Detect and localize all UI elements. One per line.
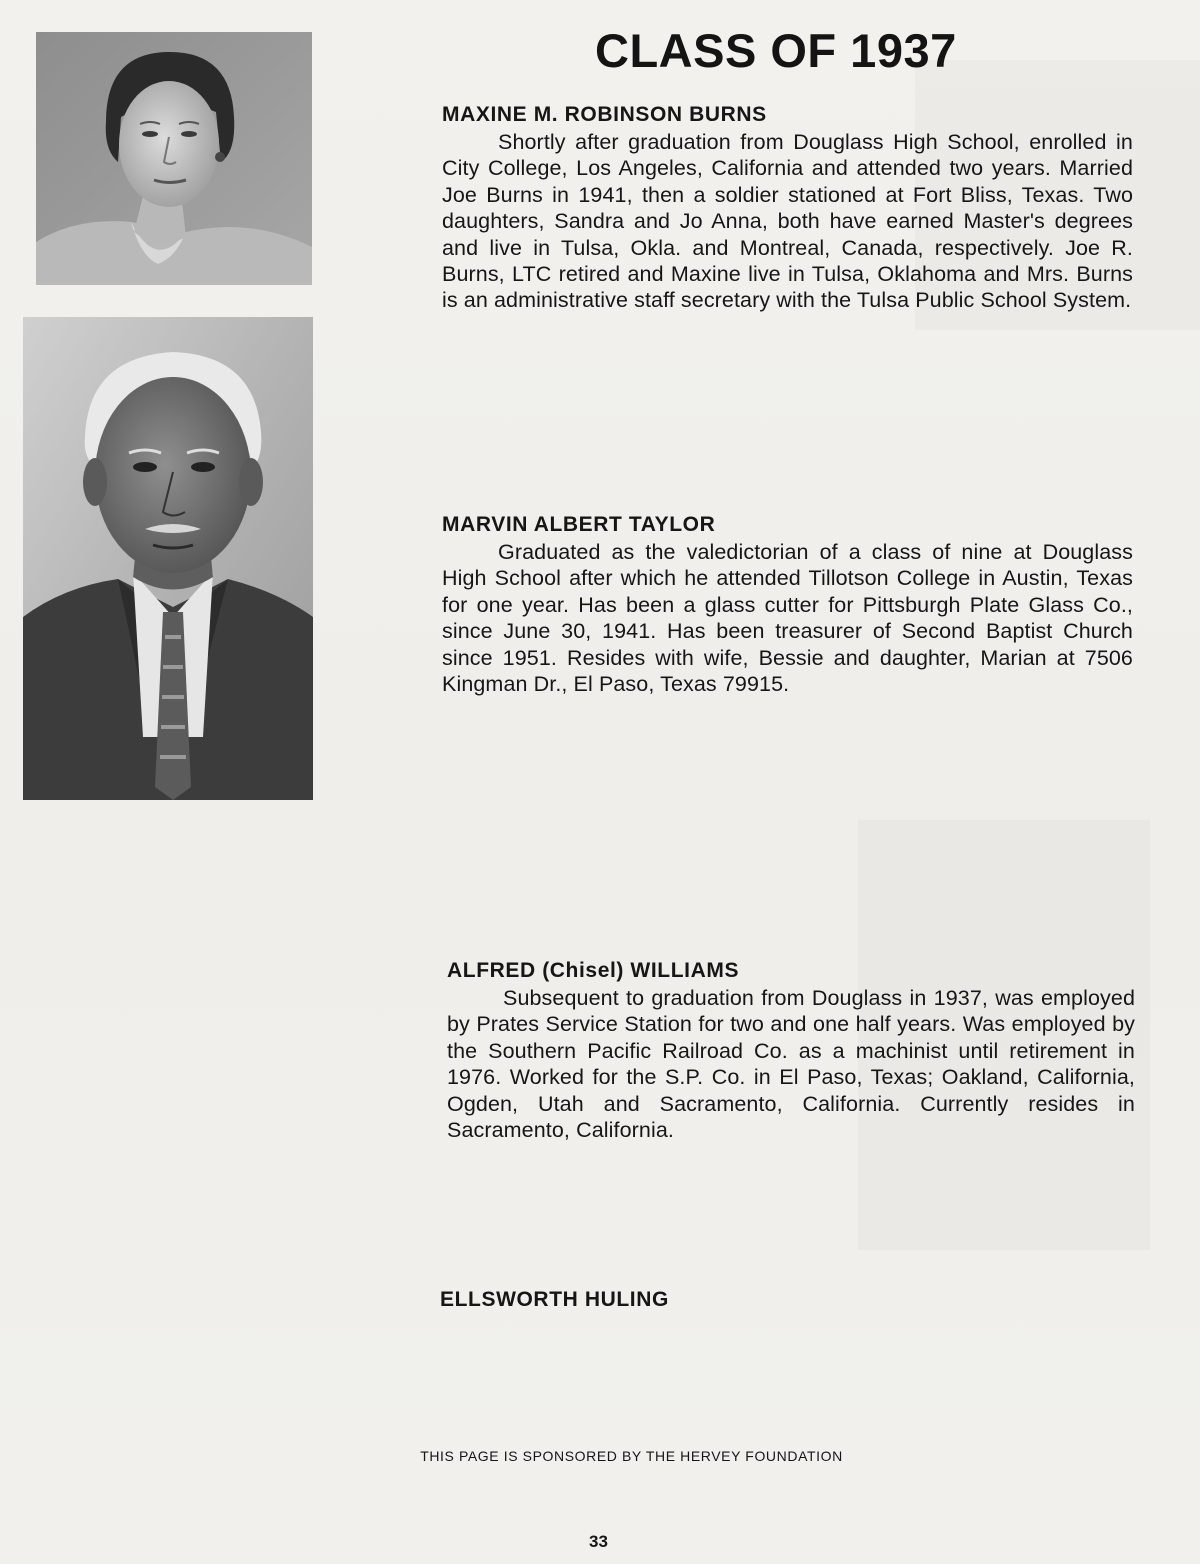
alumni-name: MARVIN ALBERT TAYLOR [442,513,716,536]
sponsor-note: THIS PAGE IS SPONSORED BY THE HERVEY FOUNDATION [420,1448,843,1464]
page-title: CLASS OF 1937 [595,24,957,77]
alumni-entry [442,511,1133,697]
alumni-entry [440,1286,940,1314]
alumni-bio: Shortly after graduation from Douglass High School, enrolled in City College, Los Angeles, California and attended two years. Married Joe Burns in 1941, then a soldier stationed at Fort Bliss, Texas. Two daughters, Sandra and Jo Anna, both have earned Master's degrees and live in Tulsa, Okla. and Montreal, Canada, respectively. Joe R. Burns, LTC retired and Maxine live in Tulsa, Oklahoma and Mrs. Burns is an administrative staff secretary with the Tulsa Public School System. [442,130,1133,313]
alumni-entry [442,101,1133,314]
alumni-entry [447,957,1135,1143]
page-number: 33 [589,1532,608,1551]
portrait-woman-photo [36,32,312,285]
alumni-name: ALFRED (Chisel) WILLIAMS [447,959,740,982]
portrait-man-photo [23,317,313,800]
alumni-bio: Subsequent to graduation from Douglass in 1937, was employed by Prates Service Station for two and one half years. Was employed by the Southern Pacific Railroad Co. as a machinist until retirement in 1976. Worked for the S.P. Co. in El Paso, Texas; Oakland, California, Ogden, Utah and Sacramento, California. Currently resides in Sacramento, California. [447,986,1135,1143]
alumni-name: ELLSWORTH HULING [440,1288,669,1311]
alumni-name: MAXINE M. ROBINSON BURNS [442,103,767,126]
alumni-bio: Graduated as the valedictorian of a class of nine at Douglass High School after which he attended Tillotson College in Austin, Texas for one year. Has been a glass cutter for Pittsburgh Plate Glass Co., since June 30, 1941. Has been treasurer of Second Baptist Church since 1951. Resides with wife, Bessie and daughter, Marian at 7506 Kingman Dr., El Paso, Texas 79915. [442,540,1133,697]
